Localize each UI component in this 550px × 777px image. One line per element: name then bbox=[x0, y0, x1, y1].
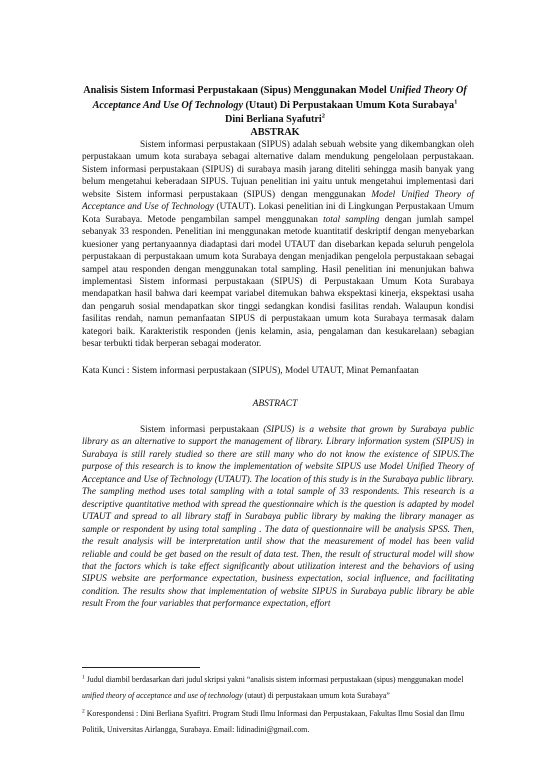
author-name bbox=[0, 113, 550, 126]
abstrak-seg1: Sistem informasi perpustakaan (SIPUS) adalah sebuah website yang dikembangkan oleh perpustakaan umum kota surabaya sebagai alternative dalam mendukung pengelolaan perpustakaan. Sistem informasi perpustakaan (SIPUS) di surabaya masih jarang diteliti sehingga masih banyak yang belum mengetahui keberadaan SIPUS. Tujuan penelitian ini yaitu untuk mengetahui implementasi dari website Sistem informasi perpustakaan (SIPUS) dengan menggunakan bbox=[82, 140, 474, 200]
footnote-divider bbox=[82, 667, 200, 668]
abstrak-seg2: (UTAUT). Lokasi penelitian ini di Lingkungan Perpustakaan Umum Kota Surabaya. Metode pengambilan sampel menggunakan bbox=[82, 202, 474, 225]
abstrak-italic1: Model Unified Theory of Acceptance and Use of Technology bbox=[82, 189, 474, 213]
abstract-upright: Sistem informasi perpustakaan bbox=[140, 425, 259, 435]
title-italic: Unified Theory Of Acceptance And Use Of Technology bbox=[92, 85, 467, 111]
footnote-2-text: Korespondensi : Dini Berliana Syafitri. Program Studi Ilmu Informasi dan Perpustakaan, Fakultas Ilmu Sosial dan Ilmu Politik, Universitas Airlangga, Surabaya. Email: lidinadini@gmail.com. bbox=[82, 709, 465, 734]
title-footnote-mark: 1 bbox=[454, 98, 458, 106]
title-part1: Analisis Sistem Informasi Perpustakaan (Sipus) Menggunakan Model bbox=[83, 85, 390, 96]
footnote-1-mark: 1 bbox=[82, 674, 85, 681]
abstrak-italic2: total sampling bbox=[323, 214, 380, 225]
paper-title bbox=[70, 83, 480, 113]
footnote-1-italic: unified theory of acceptance and use of technology bbox=[82, 691, 243, 700]
keywords-line: Kata Kunci : Sistem informasi perpustakaan (SIPUS), Model UTAUT, Minat Pemanfaatan bbox=[82, 366, 419, 376]
abstract-body bbox=[82, 424, 474, 611]
footnote-1-seg2: (utaut) di perpustakaan umum kota Surabaya” bbox=[242, 691, 390, 700]
author-name-text: Dini Berliana Syafutri bbox=[224, 114, 322, 125]
abstract-heading: ABSTRACT bbox=[252, 399, 298, 409]
author-footnote-mark: 2 bbox=[321, 112, 326, 120]
footnote-1-seg1: Judul diambil berdasarkan dari judul skripsi yakni “analisis sistem informasi perpustakaan (sipus) menggunakan model bbox=[84, 675, 464, 684]
abstrak-body bbox=[82, 139, 474, 351]
title-part2: (Utaut) Di Perpustakaan Umum Kota Surabaya bbox=[242, 100, 455, 111]
footnote-2-mark: 2 bbox=[82, 708, 85, 715]
abstract-seg1: (SIPUS) is a website that grown by Surabaya public library as an alternative to support the management of library. Library information system (SIPUS) in Surabaya is still rarely studied so there are still many who do not know the existence of SIPUS.The purpose of this research is to know the implementation of website SIPUS use Model Unified Theory of Acceptance and Use of Technology (UTAUT). The location of this study is in the Surabaya public library. The sampling method uses total sampling with a total sample of 33 respondents. This research is a descriptive quantitative method with spread the questionnaire which is the question is adapted by model UTAUT and spread to all library staff in Surabaya public library by making the library manager as sample or respondent by using total sampling . The data of questionnaire will be analysis SPSS. Then, the result analysis will be interpretation until show that the measurement of model has been valid reliable and could be get based on the result of data test. Then, the result of structural model will show that the factors which is take effect significantly about utilization interest and the behaviors of using SIPUS website are performance expectation, business expectation, social influence, and facilitating condition. The results show that implementation of website SIPUS in Surabaya public library be able result From the four variables that performance expectation, effort bbox=[82, 425, 474, 610]
abstrak-heading: ABSTRAK bbox=[250, 127, 300, 138]
abstrak-seg3: dengan jumlah sampel sebanyak 33 responden. Penelitian ini menggunakan metode kuantitatif deskriptif dengan menyebarkan kuesioner yang pertanyaannya diadaptasi dari model UTAUT dan disebarkan kepada seluruh pengelola perpustakaan di perpustakaan umum kota Surabaya dengan menjadikan pengelola perpustakaan sebagai sampel atau responden dengan menggunakan total sampling. Hasil penelitian ini menunjukan bahwa implementasi Sistem informasi perpustakaan (SIPUS) di Perpustakaan Umum Kota Surabaya mendapatkan hasil bahwa dari keempat variabel ditemukan bahwa ekspektasi kinerja, ekspektasi usaha dan pengaruh sosial mendapatkan skor tinggi sedangkan kondisi fasilitas rendah. Walaupun kondisi fasilitas rendah, namun pemanfaatan SIPUS di perpustakaan umum kota Surabaya termasak dalam kategori baik. Karakteristik responden (jenis kelamin, asia, pengalaman dan kesukarelaan) sebagian besar terbukti tidak berperan sebagai moderator. bbox=[82, 214, 474, 350]
footnote-1 bbox=[82, 672, 474, 704]
footnotes bbox=[82, 672, 474, 740]
footnote-2 bbox=[82, 706, 474, 738]
